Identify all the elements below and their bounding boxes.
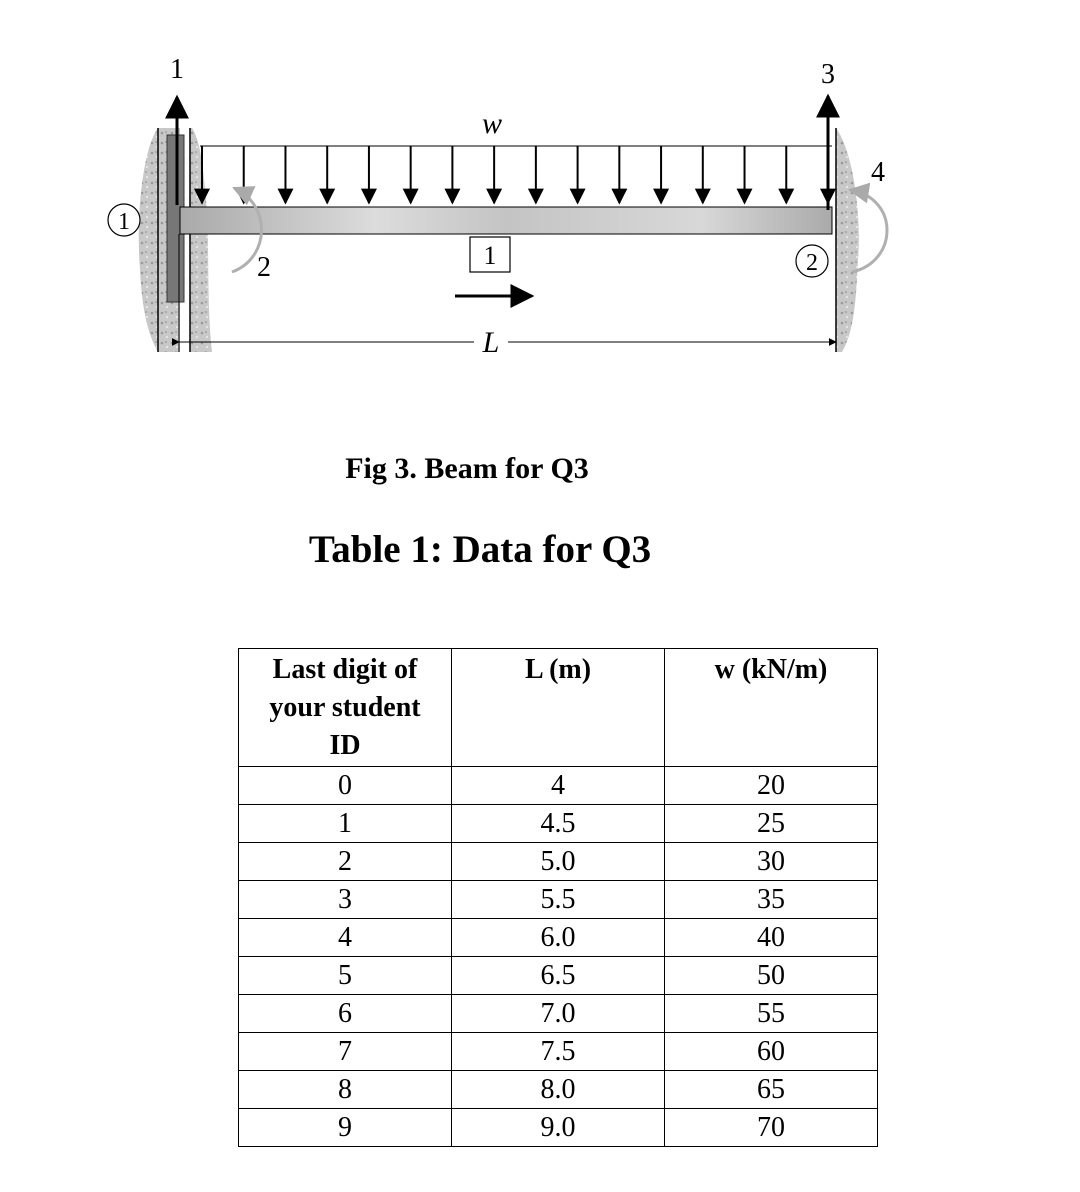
cell-student-id: 6 <box>239 995 452 1033</box>
table-header-row <box>239 649 878 767</box>
dof-4-label: 4 <box>871 157 885 188</box>
node-1-label: 1 <box>118 209 130 235</box>
cell-load: 25 <box>665 805 878 843</box>
header-student-id-line: ID <box>329 730 361 761</box>
header-student-id-line: your student <box>269 692 421 723</box>
data-table <box>238 648 878 1147</box>
table-row <box>239 805 878 843</box>
cell-load: 55 <box>665 995 878 1033</box>
table-row <box>239 957 878 995</box>
table-row <box>239 919 878 957</box>
cell-student-id: 3 <box>239 881 452 919</box>
figure-caption: Fig 3. Beam for Q3 <box>345 452 589 485</box>
cell-length: 6.0 <box>452 919 665 957</box>
cell-length: 5.0 <box>452 843 665 881</box>
table-row <box>239 995 878 1033</box>
cell-load: 60 <box>665 1033 878 1071</box>
dof-3-label: 3 <box>821 59 835 90</box>
header-student-id <box>239 649 452 767</box>
header-load: w (kN/m) <box>665 649 878 767</box>
table-title: Table 1: Data for Q3 <box>308 528 652 571</box>
cell-length: 7.5 <box>452 1033 665 1071</box>
node-2-label: 2 <box>806 250 818 276</box>
table-row <box>239 881 878 919</box>
cell-student-id: 7 <box>239 1033 452 1071</box>
beam <box>180 207 832 234</box>
cell-length: 4.5 <box>452 805 665 843</box>
cell-load: 40 <box>665 919 878 957</box>
cell-student-id: 8 <box>239 1071 452 1109</box>
cell-length: 8.0 <box>452 1071 665 1109</box>
cell-load: 70 <box>665 1109 878 1147</box>
table-row <box>239 1071 878 1109</box>
table-row <box>239 843 878 881</box>
element-1-label: 1 <box>483 241 497 270</box>
cell-student-id: 0 <box>239 767 452 805</box>
dof-2-label: 2 <box>257 252 271 283</box>
length-label: L <box>482 326 500 359</box>
cell-length: 6.5 <box>452 957 665 995</box>
header-student-id-line: Last digit of <box>272 654 418 685</box>
beam-figure <box>100 50 900 370</box>
dof-1-label: 1 <box>170 54 184 85</box>
cell-load: 65 <box>665 1071 878 1109</box>
cell-load: 50 <box>665 957 878 995</box>
cell-load: 20 <box>665 767 878 805</box>
cell-student-id: 1 <box>239 805 452 843</box>
table-row <box>239 767 878 805</box>
header-length: L (m) <box>452 649 665 767</box>
cell-student-id: 2 <box>239 843 452 881</box>
cell-length: 5.5 <box>452 881 665 919</box>
cell-load: 35 <box>665 881 878 919</box>
cell-load: 30 <box>665 843 878 881</box>
cell-length: 9.0 <box>452 1109 665 1147</box>
distributed-load <box>200 146 832 203</box>
cell-length: 4 <box>452 767 665 805</box>
cell-student-id: 4 <box>239 919 452 957</box>
cell-student-id: 5 <box>239 957 452 995</box>
cell-length: 7.0 <box>452 995 665 1033</box>
table-row <box>239 1033 878 1071</box>
right-wall <box>836 128 859 352</box>
cell-student-id: 9 <box>239 1109 452 1147</box>
table-row <box>239 1109 878 1147</box>
load-label: w <box>481 107 503 140</box>
